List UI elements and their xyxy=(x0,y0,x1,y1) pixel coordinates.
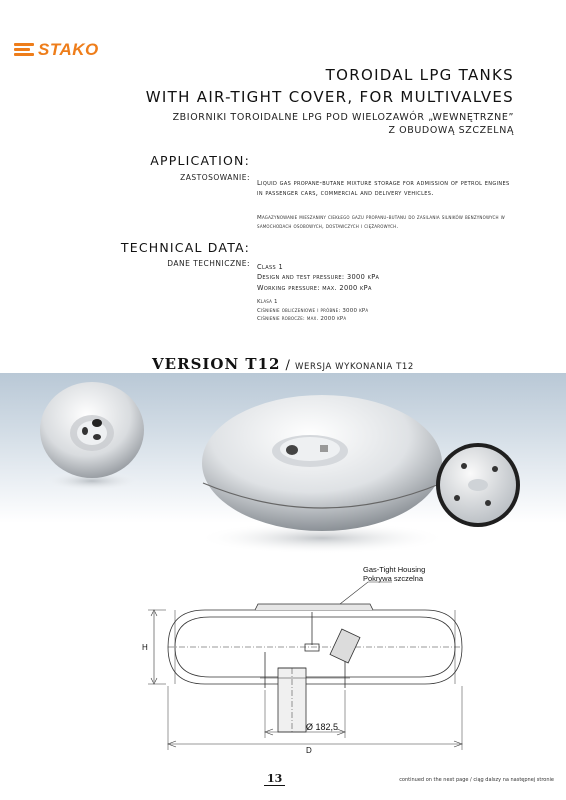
product-photos xyxy=(0,373,566,558)
version-heading xyxy=(0,354,566,373)
tech-en-line: Design and test pressure: 3000 kPa xyxy=(257,273,380,282)
continued-note: continued on the next page / ciąg dalszy na następnej stronie xyxy=(399,777,554,783)
application-subheading: ZASTOSOWANIE: xyxy=(180,173,250,182)
tech-pl-line: Klasa 1 xyxy=(257,299,278,305)
technical-lines-en xyxy=(257,262,514,293)
stako-logo xyxy=(14,40,124,60)
technical-heading: TECHNICAL DATA: xyxy=(120,240,250,255)
tech-pl-line: Ciśnienie obliczeniowe i próbne: 3000 kPa xyxy=(257,307,369,314)
title-line-1: TOROIDAL LPG TANKS xyxy=(325,66,514,84)
logo-stripes-icon xyxy=(14,43,36,56)
gas-tight-housing xyxy=(255,604,373,610)
subtitle-line-1: ZBIORNIKI TOROIDALNE LPG POD WIELOZAWÓR „WEWNĘTRZNE” xyxy=(172,112,514,123)
page-number: 13 xyxy=(264,772,285,786)
multivalve xyxy=(330,629,360,663)
version-main: VERSION T12 xyxy=(152,355,281,373)
technical-drawing xyxy=(0,560,566,760)
technical-lines-pl xyxy=(257,298,515,324)
version-slash: / xyxy=(285,358,290,373)
dim-d-label: D xyxy=(306,746,312,755)
housing-label-en: Gas-Tight Housing xyxy=(363,565,426,574)
housing-label-pl: Pokrywa szczelna xyxy=(363,574,424,583)
logo-text: STAKO xyxy=(38,40,99,59)
application-text-en: Liquid gas propane-butane mixture storage for admission of petrol engines in passenger cars, commercial and delivery vehicles. xyxy=(257,179,510,198)
application-heading: APPLICATION: xyxy=(150,153,250,168)
center-shaft xyxy=(278,668,306,732)
cover-photo xyxy=(436,443,520,527)
big-tank-photo xyxy=(197,395,447,554)
subtitle-line-2: Z OBUDOWĄ SZCZELNĄ xyxy=(388,125,514,136)
technical-subheading: DANE TECHNICZNE: xyxy=(167,259,250,268)
dim-diameter-label: Ø 182,5 xyxy=(306,722,339,732)
application-text-pl: Magazynowanie mieszaniny ciekłego gazu propanu-butanu do zasilania silników benzynowych w samochodach osobowych, dostawczych i ciężarowych. xyxy=(257,215,505,230)
small-tank-photo xyxy=(40,382,144,491)
tech-pl-line: Ciśnienie robocze: max. 2000 kPa xyxy=(257,316,347,323)
version-sub: WERSJA WYKONANIA T12 xyxy=(295,362,414,372)
tech-en-line: Working pressure: max. 2000 kPa xyxy=(257,283,372,292)
dim-h-label: H xyxy=(142,643,148,652)
tech-en-line: Class 1 xyxy=(257,263,284,271)
title-line-2: WITH AIR-TIGHT COVER, FOR MULTIVALVES xyxy=(145,88,514,106)
